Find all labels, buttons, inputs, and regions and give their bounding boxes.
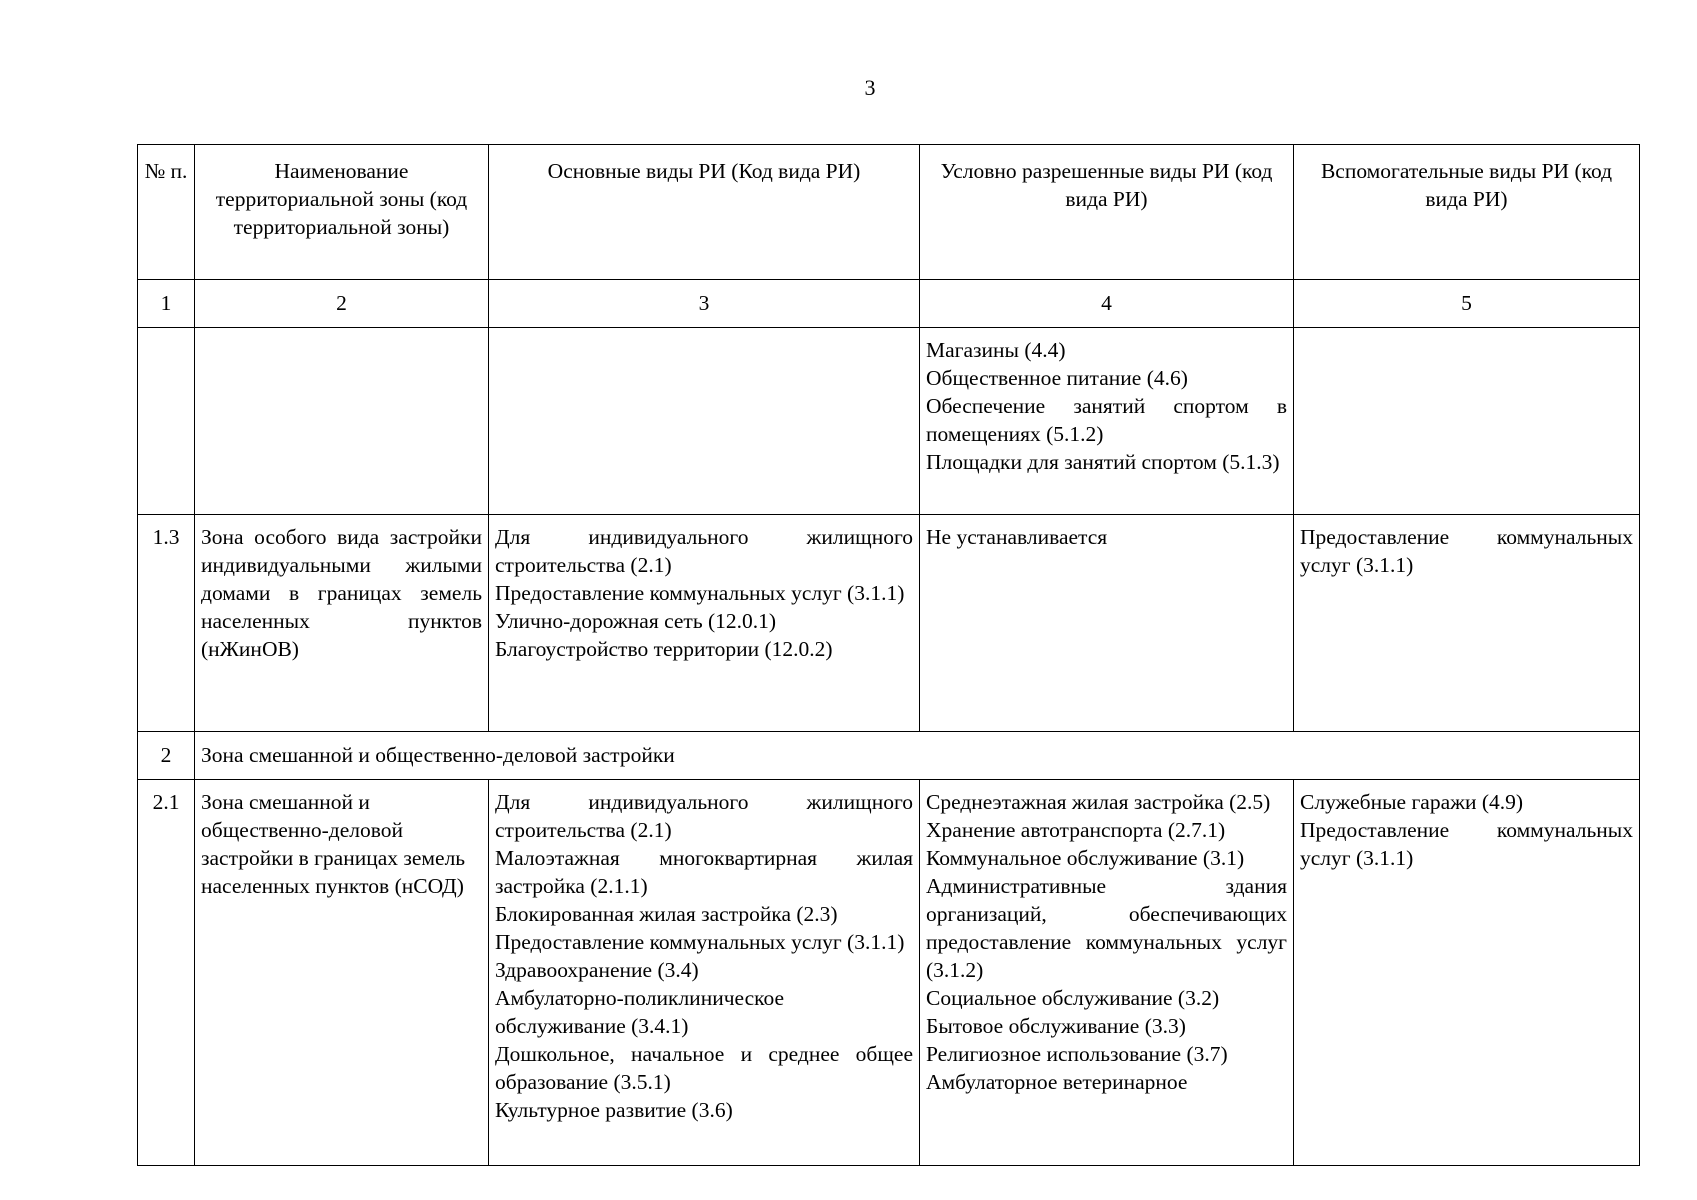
row-number: 2.1 [138,780,195,1166]
list-item: Площадки для занятий спортом (5.1.3) [926,450,1280,474]
auxiliary-types-cell [1294,328,1640,515]
header-main-types: Основные виды РИ (Код вида РИ) [489,145,920,280]
list-item: Благоустройство территории (12.0.2) [495,637,833,661]
list-item: Религиозное использование (3.7) [926,1042,1228,1066]
table-row [138,780,1640,1166]
column-number: 1 [138,280,195,328]
conditional-types-cell [920,780,1294,1166]
zones-table [137,144,1640,1166]
table-row [138,515,1640,732]
row-number: 1.3 [138,515,195,732]
list-item: Предоставление коммунальных услуг (3.1.1) [495,930,905,954]
list-item: Хранение автотранспорта (2.7.1) [926,818,1226,842]
row-number: 2 [138,732,195,780]
list-item: Предоставление коммунальных услуг (3.1.1) [1300,818,1633,870]
list-item: Малоэтажная многоквартирная жилая застройка (2.1.1) [495,846,913,898]
list-item: Для индивидуального жилищного строительства (2.1) [495,525,913,577]
header-number: № п. [138,145,195,280]
conditional-types-cell [920,515,1294,732]
list-item: Обеспечение занятий спортом в помещениях (5.1.2) [926,394,1287,446]
list-item: Амбулаторное ветеринарное [926,1070,1188,1094]
list-item: Блокированная жилая застройка (2.3) [495,902,838,926]
column-numbers-row [138,280,1640,328]
list-item: Социальное обслуживание (3.2) [926,986,1220,1010]
zone-name-cell: Зона особого вида застройки индивидуальными жилыми домами в границах земель населенных пунктов (нЖинОВ) [195,515,489,732]
list-item: Улично-дорожная сеть (12.0.1) [495,609,777,633]
list-item: Служебные гаражи (4.9) [1300,790,1524,814]
auxiliary-types-cell [1294,780,1640,1166]
zone-name-cell [195,328,489,515]
list-item: Предоставление коммунальных услуг (3.1.1) [1300,525,1633,577]
zone-name-cell: Зона смешанной и общественно-деловой застройки в границах земель населенных пунктов (нСОД) [195,780,489,1166]
auxiliary-types-cell [1294,515,1640,732]
main-types-cell [489,515,920,732]
section-title: Зона смешанной и общественно-деловой застройки [195,732,1640,780]
header-auxiliary-types: Вспомогательные виды РИ (код вида РИ) [1294,145,1640,280]
list-item: Здравоохранение (3.4) [495,958,699,982]
list-item: Магазины (4.4) [926,338,1066,362]
list-item: Предоставление коммунальных услуг (3.1.1) [495,581,905,605]
table-row [138,328,1640,515]
list-item: Культурное развитие (3.6) [495,1098,733,1122]
row-number [138,328,195,515]
list-item: Среднеэтажная жилая застройка (2.5) [926,790,1271,814]
column-number: 5 [1294,280,1640,328]
list-item: Не устанавливается [926,525,1108,549]
section-row [138,732,1640,780]
column-number: 2 [195,280,489,328]
list-item: Административные здания организаций, обеспечивающих предоставление коммунальных услуг (3.1.2) [926,874,1287,982]
conditional-types-cell [920,328,1294,515]
main-types-cell [489,328,920,515]
header-zone-name: Наименование территориальной зоны (код территориальной зоны) [195,145,489,280]
column-number: 4 [920,280,1294,328]
table-header-row [138,145,1640,280]
column-number: 3 [489,280,920,328]
main-types-cell [489,780,920,1166]
list-item: Бытовое обслуживание (3.3) [926,1014,1186,1038]
header-conditional-types: Условно разрешенные виды РИ (код вида РИ) [920,145,1294,280]
list-item: Общественное питание (4.6) [926,366,1188,390]
list-item: Коммунальное обслуживание (3.1) [926,846,1245,870]
list-item: Дошкольное, начальное и среднее общее образование (3.5.1) [495,1042,913,1094]
list-item: Амбулаторно-поликлиническое обслуживание (3.4.1) [495,986,785,1038]
list-item: Для индивидуального жилищного строительства (2.1) [495,790,913,842]
page-number: 3 [864,75,876,100]
